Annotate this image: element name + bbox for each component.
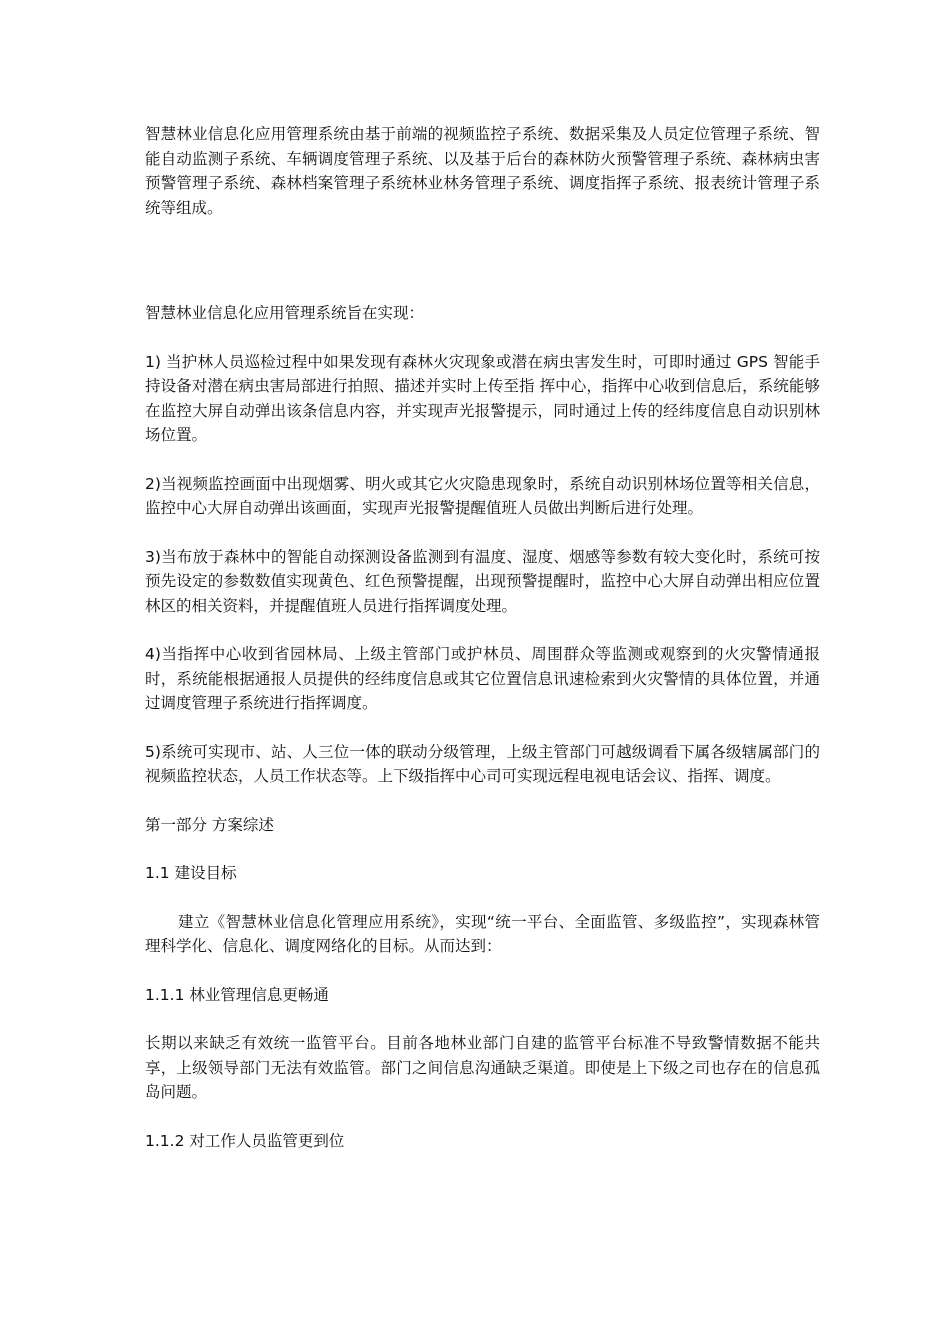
aim-item-5: 5)系统可实现市、站、人三位一体的联动分级管理，上级主管部门可越级调看下属各级辖属部门的视频监控状态，人员工作状态等。上下级指挥中心司可实现远程电视电话会议、指挥、调度。	[145, 742, 820, 785]
aim-item-3: 3)当布放于森林中的智能自动探测设备监测到有温度、湿度、烟感等参数有较大变化时，系统可按预先设定的参数数值实现黄色、红色预警提醒，出现预警提醒时，监控中心大屏自动弹出相应位置林区的相关资料，并提醒值班人员进行指挥调度处理。	[145, 547, 820, 615]
section-1-1-body: 建立《智慧林业信息化管理应用系统》，实现“统一平台、全面监管、多级监控”，实现森林管理科学化、信息化、调度网络化的目标。从而达到：	[145, 912, 820, 955]
section-heading-1-1-2: 1.1.2 对工作人员监管更到位	[145, 1131, 345, 1150]
section-1-1-1-body: 长期以来缺乏有效统一监管平台。目前各地林业部门自建的监管平台标准不导致警情数据不能共享，上级领导部门无法有效监管。部门之间信息沟通缺乏渠道。即使是上下级之司也存在的信息孤岛问题。	[145, 1034, 820, 1101]
section-heading-1-1-1: 1.1.1 林业管理信息更畅通	[145, 985, 329, 1004]
aims-lead-paragraph: 智慧林业信息化应用管理系统旨在实现：	[145, 304, 425, 322]
section-heading-1-1: 1.1 建设目标	[145, 864, 237, 882]
aim-item-2: 2)当视频监控画面中出现烟雾、明火或其它火灾隐患现象时，系统自动识别林场位置等相关信息，监控中心大屏自动弹出该画面，实现声光报警提醒值班人员做出判断后进行处理。	[145, 474, 820, 517]
part-heading: 第一部分 方案综述	[145, 815, 274, 834]
aim-item-4: 4)当指挥中心收到省园林局、上级主管部门或护林员、周围群众等监测或观察到的火灾警情通报时，系统能根据通报人员提供的经纬度信息或其它位置信息讯速检索到火灾警情的具体位置，并通过调度管理子系统进行指挥调度。	[145, 645, 820, 712]
aim-item-1: 1) 当护林人员巡检过程中如果发现有森林火灾现象或潜在病虫害发生时，可即时通过 GPS 智能手持设备对潜在病虫害局部进行拍照、描述并实时上传至指 挥中心，指挥中心收到信息后，系统能够在监控大屏自动弹出该条信息内容，并实现声光报警提示，同时通过上传的经纬度信息自动识别林场位置。	[145, 352, 820, 444]
document-page	[145, 122, 820, 1177]
intro-paragraph: 智慧林业信息化应用管理系统由基于前端的视频监控子系统、数据采集及人员定位管理子系统、智能自动监测子系统、车辆调度管理子系统、以及基于后台的森林防火预警管理子系统、森林病虫害预警管理子系统、森林档案管理子系统林业林务管理子系统、调度指挥子系统、报表统计管理子系统等组成。	[145, 125, 820, 217]
